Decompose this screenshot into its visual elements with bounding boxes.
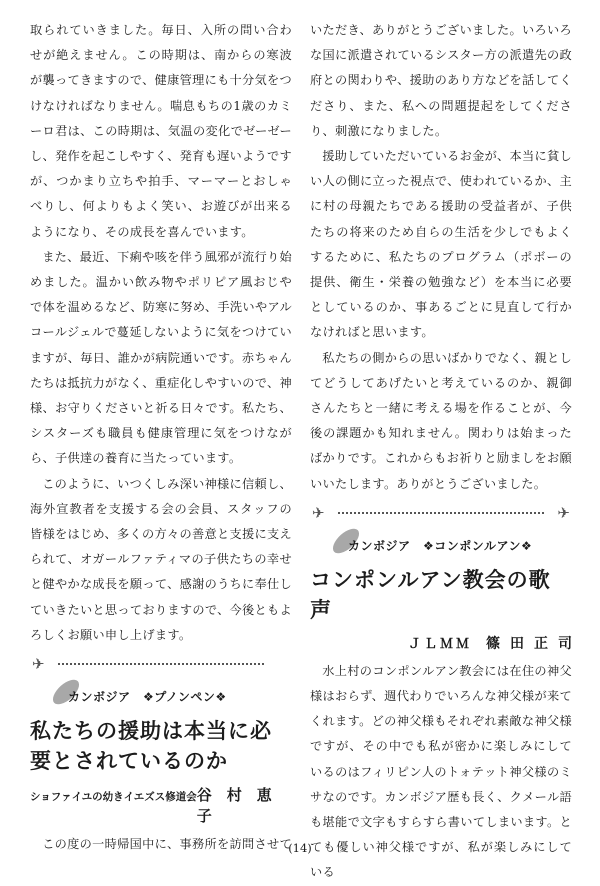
body-paragraph: いただき、ありがとうございました。いろいろな国に派遣されているシスター方の派遣先の政府との関わりや、援助のあり方などを話してくださり、また、私への問題提起をしてくださり、刺激になりました。 [310, 23, 572, 138]
airplane-icon: ✈ [557, 503, 570, 522]
author-name: 篠田正司 [486, 635, 582, 652]
author-line [30, 784, 292, 826]
author-organization: ショファイユの幼きイエズス修道会 [30, 791, 197, 804]
section-divider [310, 503, 572, 523]
author-name: 谷村恵子 [196, 786, 287, 826]
left-column [30, 18, 292, 857]
dotted-line [58, 663, 264, 665]
body-paragraph: 水上村のコンポンルアン教会には在住の神父様はおらず、週代わりでいろんな神父様が来てくれます。どの神父様もそれぞれ素敵な神父様ですが、その中でも私が密かに楽しみにしているのはフィリピン人のトォテット神父様のミサなのです。カンボジア歴も長く、クメール語も堪能で文字もすらすら書いてしまいます。とても優しい神父様ですが、私が楽しみにしている [310, 663, 572, 880]
region-label [310, 527, 572, 565]
airplane-icon: ✈ [312, 503, 325, 522]
author-line [310, 633, 582, 653]
region-label-text: カンボジア ❖コンポンルアン❖ [348, 538, 533, 553]
article-title: コンポンルアン教会の歌声 [310, 566, 551, 622]
body-paragraph: 私たちの側からの思いばかりでなく、親としてどうしてあげたいと考えているのか、親御さんたちと一緒に考える場を作ることが、今後の課題かも知れません。関わりは始まったばかりです。これからもお祈りと励ましをお願いいたします。ありがとうございました。 [310, 350, 572, 491]
body-paragraph: 援助していただいているお金が、本当に貧しい人の側に立った視点で、使われているか、主に村の母親たちである援助の受益者が、子供たちの将来のため自らの生活を少しでもよくするために、私たちのプログラム（ポボーの提供、衛生・栄養の勉強など）を本当に必要としているのか、事あるごとに見直して行かなければと思います。 [310, 149, 572, 340]
right-column [310, 18, 582, 886]
region-label [30, 678, 292, 716]
author-organization: ＪＬＭＭ [407, 636, 472, 652]
body-paragraph: 取られていきました。毎日、入所の問い合わせが絶えません。この時期は、南からの寒波が襲ってきますので、健康管理にも十分気をつけなければなりません。喘息もちの1歳のカミーロ君は、この時期は、気温の変化でゼーゼーし、発作を起こしやすく、発育も遅いようですが、つかまり立ちや拍手、マーマーとおしゃべりし、何よりもよく笑い、お遊びが出来るようになり、その成長を喜んでいます。 [30, 23, 292, 239]
region-label-text: カンボジア ❖プノンペン❖ [68, 690, 227, 705]
body-paragraph: この度の一時帰国中に、事務所を訪問させて [42, 837, 292, 852]
body-paragraph: また、最近、下痢や咳を伴う風邪が流行り始めました。温かい飲み物やポリピア風おじやで体を温めるなど、防寒に努め、手洗いやアルコールジェルで蔓延しないように気をつけていますが、毎日、誰かが病院通いです。赤ちゃんたちは抵抗力がなく、重症化しやすいので、神様、お守りくださいと祈る日々です。私たち、シスターズも職員も健康管理に気をつけながら、子供達の養育に当たっています。 [30, 249, 292, 466]
section-divider [30, 654, 292, 674]
airplane-icon: ✈ [32, 655, 45, 674]
article-title: 私たちの援助は本当に必要とされているのか [30, 718, 272, 774]
dotted-line [338, 512, 544, 514]
body-paragraph: このように、いつくしみ深い神様に信頼し、海外宣教者を支援する会の会員、スタッフの皆様をはじめ、多くの方々の善意と支援に支えられて、オガールファティマの子供たちの幸せと健やかな成長を願って、感謝のうちに奉仕していきたいと思っておりますので、今後ともよろしくお願い申し上げます。 [30, 476, 292, 642]
page-number: (14) [288, 841, 312, 855]
